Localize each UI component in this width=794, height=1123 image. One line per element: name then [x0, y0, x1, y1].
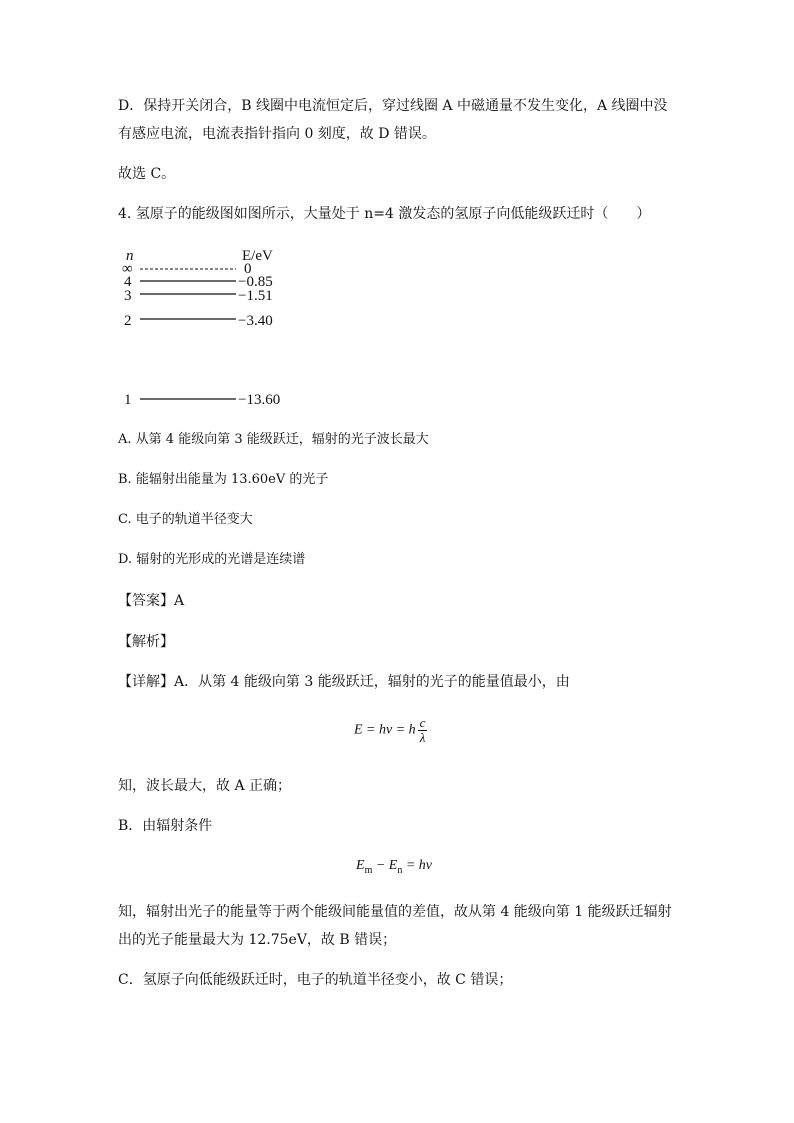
option-b: B. 能辐射出能量为 13.60eV 的光子 [118, 472, 329, 487]
formula1-denominator: λ [419, 730, 426, 745]
answer-tag: 【答案】 [118, 593, 174, 609]
detail-a-line [118, 672, 570, 692]
e-axis-label: E/eV [242, 248, 273, 264]
detail-b-line2: 出的光子能量最大为 12.75eV，故 B 错误； [118, 932, 397, 948]
paragraph-d-line2: 有感应电流，电流表指针指向 0 刻度，故 D 错误。 [118, 126, 436, 142]
energy-level-diagram [118, 244, 318, 414]
answer-value: A [174, 593, 185, 609]
question-4: 4. 氢原子的能级图如图所示，大量处于 n=4 激发态的氢原子向低能级跃迁时（ ） [118, 206, 651, 222]
level-1-e: −13.60 [238, 392, 281, 408]
detail-tag: 【详解】 [118, 674, 174, 690]
answer-line [118, 591, 184, 611]
level-4-n: 4 [124, 274, 132, 290]
detail-b-intro: B．由辐射条件 [118, 818, 213, 834]
choose-line: 故选 C。 [118, 166, 176, 182]
formula-photon-energy [354, 716, 427, 745]
level-1-n: 1 [124, 392, 132, 408]
formula1-fraction [418, 716, 428, 745]
formula-radiation-condition: $E_m - E_n = h\nu$ [356, 858, 433, 876]
level-inf-e: 0 [244, 261, 252, 277]
option-a: A. 从第 4 能级向第 3 能级跃迁，辐射的光子波长最大 [118, 432, 429, 447]
option-d: D. 辐射的光形成的光谱是连续谱 [118, 552, 306, 567]
formula1-lhs: E = hν = h [354, 722, 416, 738]
paragraph-d-line1: D．保持开关闭合，B 线圈中电流恒定后，穿过线圈 A 中磁通量不发生变化，A 线圈中没 [118, 98, 668, 114]
level-inf-n: ∞ [122, 261, 133, 277]
formula1-numerator: c [419, 715, 426, 730]
detail-a-conclusion: 知，波长最大，故 A 正确； [118, 778, 292, 794]
detail-a-text: A．从第 4 能级向第 3 能级跃迁，辐射的光子的能量值最小，由 [174, 674, 570, 690]
level-4-e: −0.85 [238, 274, 273, 290]
detail-c-line: C．氢原子向低能级跃迁时，电子的轨道半径变小，故 C 错误； [118, 972, 513, 988]
level-3-n: 3 [124, 288, 132, 304]
level-2-e: −3.40 [238, 313, 273, 329]
level-3-e: −1.51 [238, 288, 273, 304]
detail-b-line1: 知，辐射出光子的能量等于两个能级间能量值的差值，故从第 4 能级向第 1 能级跃迁辐射 [118, 904, 672, 920]
level-2-n: 2 [124, 313, 132, 329]
option-c: C. 电子的轨道半径变大 [118, 512, 253, 527]
analysis-tag: 【解析】 [118, 634, 174, 650]
n-axis-label: n [126, 248, 134, 264]
